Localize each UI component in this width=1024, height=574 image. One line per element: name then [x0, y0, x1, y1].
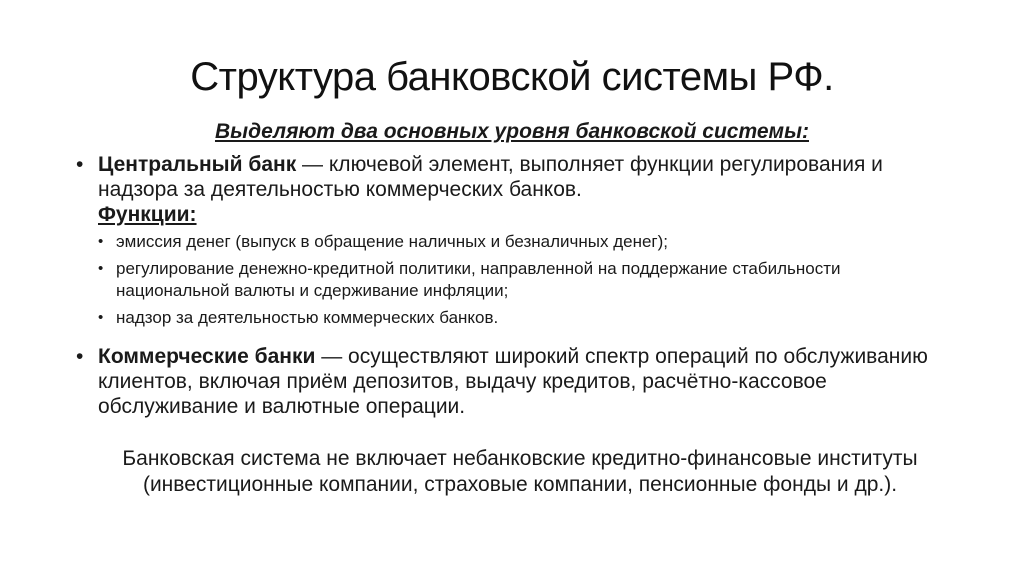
bullet-central-bank	[76, 152, 956, 227]
sub-bullet-dot-icon: •	[98, 260, 104, 277]
bullet-commercial-banks	[76, 344, 956, 419]
function-item	[98, 307, 956, 329]
function-item	[98, 231, 956, 253]
sub-bullet-dot-icon: •	[98, 309, 104, 326]
bullet-dot-icon: •	[76, 345, 84, 368]
bullet-commercial-banks-text: — осуществляют широкий спектр операций по обслуживанию клиентов, включая приём депозитов, выдачу кредитов, расчётно-кассовое обслуживание и валютные операции.	[98, 345, 928, 418]
function-item-text: регулирование денежно-кредитной политики, направленной на поддержание стабильности национальной валюты и сдерживание инфляции;	[116, 259, 841, 300]
functions-list	[98, 231, 956, 329]
functions-label: Функции:	[98, 203, 197, 226]
bullet-dot-icon: •	[76, 153, 84, 176]
bullet-commercial-banks-heading: Коммерческие банки	[98, 345, 316, 368]
bullet-central-bank-heading: Центральный банк	[98, 153, 297, 176]
slide-title: Структура банковской системы РФ.	[190, 55, 834, 99]
function-item	[98, 258, 956, 302]
footnote: Банковская система не включает небанковские кредитно-финансовые институты (инвестиционные компании, страховые компании, пенсионные фонды и др.).	[122, 447, 918, 496]
bullet-list	[76, 152, 956, 419]
bullet-central-bank-text: — ключевой элемент, выполняет функции регулирования и надзора за деятельностью коммерческих банков.	[98, 153, 883, 201]
slide-subtitle: Выделяют два основных уровня банковской системы:	[214, 120, 809, 143]
sub-bullet-dot-icon: •	[98, 233, 104, 250]
function-item-text: надзор за деятельностью коммерческих банков.	[116, 308, 499, 327]
function-item-text: эмиссия денег (выпуск в обращение наличных и безналичных денег);	[116, 232, 669, 251]
